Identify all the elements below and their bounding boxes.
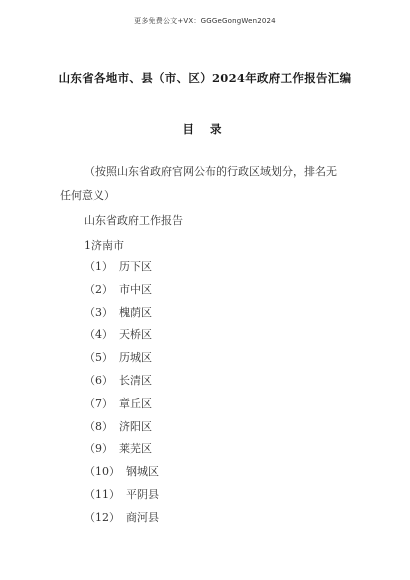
list-item-name: 钢城区 <box>126 465 159 479</box>
list-item <box>84 438 159 461</box>
list-item-number: （4） <box>84 328 113 342</box>
list-item-number: （7） <box>84 396 113 410</box>
list-item <box>84 416 159 439</box>
list-item <box>84 393 159 416</box>
list-item-number: （5） <box>84 351 113 365</box>
list-item-number: （8） <box>84 419 113 433</box>
list-item-number: （6） <box>84 373 113 387</box>
list-item-number: （12） <box>84 510 120 524</box>
list-item-name: 济阳区 <box>119 419 152 433</box>
list-item <box>84 256 159 279</box>
ranking-note <box>60 160 360 208</box>
list-item-name: 商河县 <box>126 510 159 524</box>
list-item <box>84 302 159 325</box>
list-item-name: 天桥区 <box>119 328 152 342</box>
list-item-name: 平阴县 <box>126 487 159 501</box>
list-item-number: （1） <box>84 260 113 273</box>
list-item-name: 槐荫区 <box>119 305 152 319</box>
list-item <box>84 461 159 484</box>
list-item-name: 市中区 <box>119 282 152 296</box>
list-item-number: （10） <box>84 465 120 479</box>
list-item-number: （9） <box>84 442 113 456</box>
document-title: 山东省各地市、县（市、区）2024年政府工作报告汇编 <box>58 71 352 85</box>
section-label: 山东省政府工作报告 <box>84 214 183 227</box>
list-item <box>84 347 159 370</box>
list-item <box>84 507 159 530</box>
city-heading: 1济南市 <box>84 239 124 252</box>
list-item-name: 历城区 <box>119 351 152 365</box>
list-item <box>84 370 159 393</box>
header-note: 更多免费公文+VX：GGGeGongWen2024 <box>134 17 276 25</box>
list-item <box>84 324 159 347</box>
district-list <box>84 256 159 530</box>
toc-heading: 目 录 <box>182 122 228 136</box>
ranking-note-line-2: 任何意义） <box>60 189 115 202</box>
list-item-number: （2） <box>84 282 113 296</box>
list-item <box>84 279 159 302</box>
ranking-note-line-1: （按照山东省政府官网公布的行政区域划分，排名无 <box>84 165 337 178</box>
list-item-name: 历下区 <box>119 260 152 273</box>
list-item-name: 章丘区 <box>119 396 152 410</box>
list-item <box>84 484 159 507</box>
list-item-name: 长清区 <box>119 373 152 387</box>
list-item-number: （11） <box>84 487 120 501</box>
list-item-name: 莱芜区 <box>119 442 152 456</box>
list-item-number: （3） <box>84 305 113 319</box>
